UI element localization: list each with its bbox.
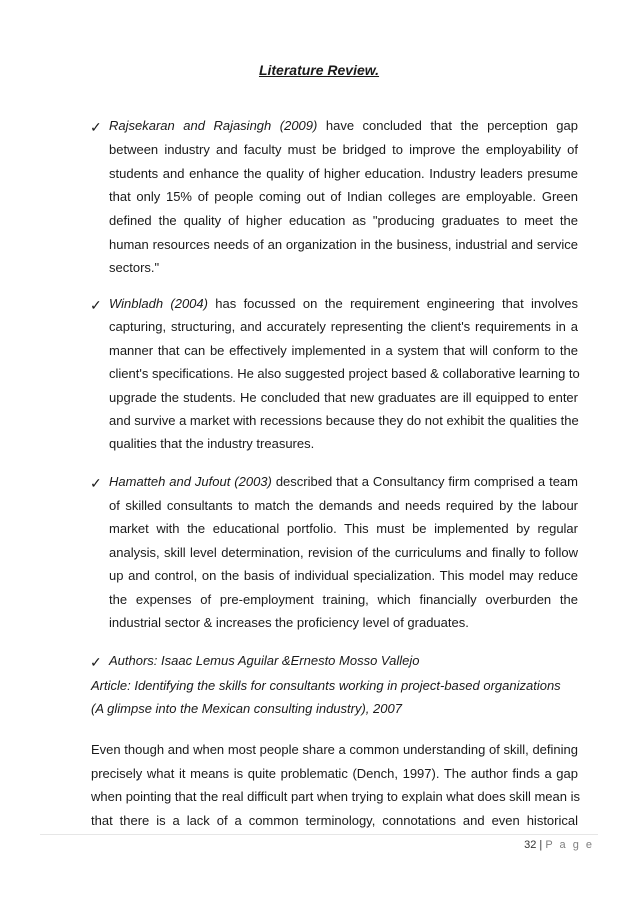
author-citation: Rajsekaran and Rajasingh (2009): [109, 118, 318, 133]
checkmark-icon: ✓: [90, 119, 102, 135]
item-first-line: Winbladh (2004) has focussed on the requirement engineering that involves: [109, 296, 578, 311]
item-line: client's specifications. He also suggested project based & collaborative learning to: [109, 366, 580, 381]
item-line: students and enhance the quality of higher education. Industry leaders presume: [109, 166, 578, 181]
paragraph-line: precisely what it means is quite problematic (Dench, 1997). The author finds a gap: [91, 766, 578, 781]
footer-separator: |: [539, 839, 543, 851]
item-line: the expenses of pre-employment training, which financially overburden the: [109, 592, 578, 607]
item-line: sectors.": [109, 260, 160, 275]
item-line: up and control, on the basis of individual specialization. This model may reduce: [109, 568, 578, 583]
checkmark-icon: ✓: [90, 475, 102, 491]
item-line: capturing, structuring, and accurately representing the client's requirements in a: [109, 319, 578, 334]
authors-line: Authors: Isaac Lemus Aguilar &Ernesto Mosso Vallejo: [109, 653, 420, 668]
item-first-line: Rajsekaran and Rajasingh (2009) have concluded that the perception gap: [109, 118, 578, 133]
item-line: upgrade the students. He concluded that new graduates are ill equipped to enter: [109, 390, 578, 405]
page-title: Literature Review.: [258, 62, 380, 78]
item-line: and survive a market with recessions because they do not exhibit the qualities the: [109, 413, 579, 428]
item-first-line: Hamatteh and Jufout (2003) described that a Consultancy firm comprised a team: [109, 474, 578, 489]
item-line: analysis, skill level determination, revision of the curriculums and finally to follow: [109, 545, 578, 560]
page-number: 32: [524, 839, 537, 851]
item-line: human resources needs of an organization in the business, industrial and service: [109, 237, 578, 252]
page-footer: [524, 839, 594, 851]
article-title: Article: Identifying the skills for consultants working in project-based organizations: [91, 678, 561, 693]
footer-divider: [40, 834, 598, 835]
author-citation: Hamatteh and Jufout (2003): [109, 474, 272, 489]
paragraph-line: that there is a lack of a common terminology, connotations and even historical: [91, 813, 578, 828]
author-citation: Winbladh (2004): [109, 296, 208, 311]
item-line: defined the quality of higher education as "producing graduates to meet the: [109, 213, 578, 228]
item-line: manner that can be effectively implemented in a system that will conform to the: [109, 343, 578, 358]
item-line: qualities that the industry treasures.: [109, 436, 315, 451]
item-line: between industry and faculty must be bridged to improve the employability of: [109, 142, 578, 157]
paragraph-line: when pointing that the real difficult part when trying to explain what does skill mean is: [91, 789, 580, 804]
checkmark-icon: ✓: [90, 654, 102, 670]
checkmark-icon: ✓: [90, 297, 102, 313]
item-line: market with the educational portfolio. This must be implemented by regular: [109, 521, 578, 536]
page-label: P a g e: [545, 839, 594, 851]
item-line: that only 15% of people coming out of Indian colleges are employable. Green: [109, 189, 578, 204]
article-subtitle: (A glimpse into the Mexican consulting industry), 2007: [91, 701, 402, 716]
item-line: of skilled consultants to match the demands and needs required by the labour: [109, 498, 578, 513]
paragraph-line: Even though and when most people share a common understanding of skill, defining: [91, 742, 578, 757]
item-line: industrial sector & increases the proficiency level of graduates.: [109, 615, 469, 630]
